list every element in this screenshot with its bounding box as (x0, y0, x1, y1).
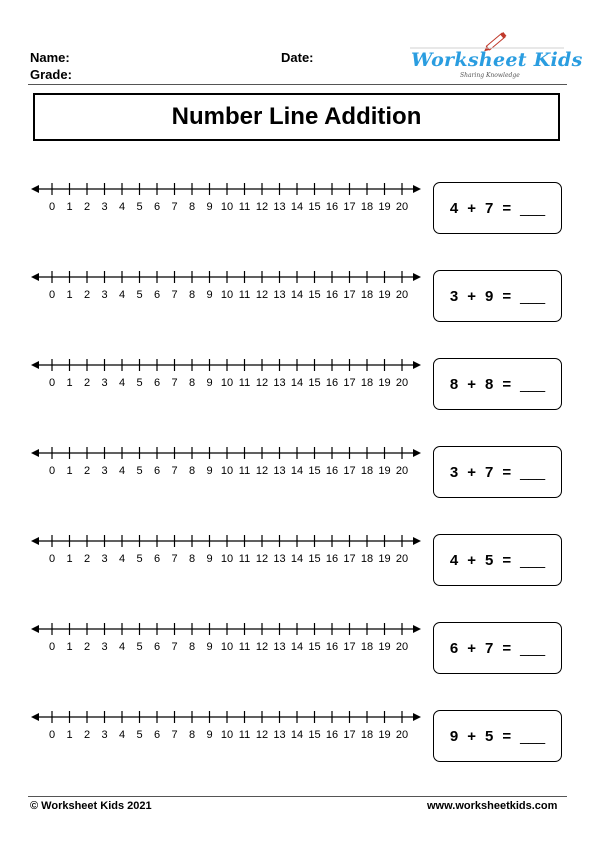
tick-label: 9 (206, 201, 213, 213)
operator: + (467, 287, 476, 305)
right-arrow-icon (413, 185, 421, 193)
number-line (30, 444, 424, 484)
answer-blank[interactable]: ___ (520, 551, 546, 569)
equation-box (433, 182, 562, 234)
tick-label: 2 (83, 729, 91, 741)
tick-label: 1 (66, 377, 73, 389)
tick-label: 12 (255, 465, 269, 477)
tick-label: 11 (238, 553, 251, 565)
tick-label: 20 (395, 465, 409, 477)
tick-label: 18 (360, 377, 374, 389)
tick-label: 7 (171, 289, 178, 301)
tick-label: 11 (238, 289, 251, 301)
tick-label: 1 (66, 729, 73, 741)
tick-label: 8 (188, 465, 196, 477)
equals-sign: = (502, 551, 512, 569)
tick-label: 11 (238, 377, 251, 389)
tick-label: 12 (255, 729, 269, 741)
tick-label: 4 (118, 641, 126, 653)
tick-label: 9 (206, 377, 213, 389)
tick-label: 15 (308, 465, 321, 477)
tick-label: 18 (360, 729, 374, 741)
tick-label: 3 (101, 729, 108, 741)
tick-label: 3 (101, 377, 108, 389)
tick-label: 6 (153, 201, 161, 213)
problem-row (0, 268, 595, 328)
answer-blank[interactable]: ___ (520, 287, 546, 305)
tick-label: 2 (83, 289, 91, 301)
tick-label: 8 (188, 729, 196, 741)
tick-label: 10 (220, 201, 234, 213)
tick-label: 7 (171, 729, 178, 741)
tick-label: 13 (273, 641, 286, 653)
addend-a: 9 (449, 727, 459, 745)
operator: + (467, 551, 476, 569)
tick-label: 5 (136, 201, 143, 213)
tick-label: 8 (188, 201, 196, 213)
tick-label: 15 (308, 641, 321, 653)
addend-a: 8 (449, 375, 459, 393)
tick-label: 1 (66, 465, 73, 477)
tick-label: 0 (48, 201, 56, 213)
equals-sign: = (502, 375, 512, 393)
answer-blank[interactable]: ___ (520, 639, 546, 657)
equation-box (433, 534, 562, 586)
tick-label: 20 (395, 641, 409, 653)
tick-label: 2 (83, 553, 91, 565)
tick-label: 0 (48, 729, 56, 741)
tick-label: 16 (325, 729, 339, 741)
addend-a: 3 (449, 463, 459, 481)
equation-box (433, 710, 562, 762)
tick-label: 4 (118, 289, 126, 301)
tick-label: 2 (83, 641, 91, 653)
left-arrow-icon (31, 273, 39, 281)
tick-label: 9 (206, 289, 213, 301)
tick-label: 5 (136, 729, 143, 741)
tick-label: 6 (153, 289, 161, 301)
addend-a: 4 (449, 551, 459, 569)
tick-label: 4 (118, 465, 126, 477)
tick-label: 13 (273, 553, 286, 565)
tick-label: 3 (101, 289, 108, 301)
tick-label: 20 (395, 289, 409, 301)
problem-row (0, 532, 595, 592)
problem-row (0, 356, 595, 416)
answer-blank[interactable]: ___ (520, 375, 546, 393)
tick-label: 7 (171, 641, 178, 653)
problem-row (0, 180, 595, 240)
equals-sign: = (502, 287, 512, 305)
tick-label: 7 (171, 377, 178, 389)
tick-label: 3 (101, 465, 108, 477)
operator: + (467, 727, 476, 745)
addend-b: 7 (484, 199, 494, 217)
tick-label: 13 (273, 289, 286, 301)
tick-label: 13 (273, 465, 286, 477)
tick-label: 0 (48, 553, 56, 565)
tick-label: 5 (136, 377, 143, 389)
tick-label: 0 (48, 377, 56, 389)
tick-label: 8 (188, 553, 196, 565)
right-arrow-icon (413, 625, 421, 633)
tick-label: 11 (238, 729, 251, 741)
tick-label: 14 (290, 289, 304, 301)
tick-label: 6 (153, 641, 161, 653)
left-arrow-icon (31, 625, 39, 633)
tick-label: 15 (308, 201, 321, 213)
tick-label: 5 (136, 289, 143, 301)
title-box (33, 93, 560, 141)
tick-label: 6 (153, 465, 161, 477)
right-arrow-icon (413, 273, 421, 281)
number-line (30, 180, 424, 220)
tick-label: 14 (290, 201, 304, 213)
tick-label: 17 (343, 289, 356, 301)
footer-copyright: © Worksheet Kids 2021 (30, 800, 152, 812)
addend-b: 5 (484, 551, 494, 569)
left-arrow-icon (31, 713, 39, 721)
tick-label: 7 (171, 465, 178, 477)
tick-label: 14 (290, 729, 304, 741)
number-line (30, 532, 424, 572)
answer-blank[interactable]: ___ (520, 463, 546, 481)
footer-website: www.worksheetkids.com (427, 800, 558, 812)
tick-label: 12 (255, 201, 269, 213)
operator: + (467, 463, 476, 481)
operator: + (467, 199, 476, 217)
problem-row (0, 620, 595, 680)
tick-label: 5 (136, 465, 143, 477)
tick-label: 0 (48, 641, 56, 653)
tick-label: 10 (220, 553, 234, 565)
tick-label: 20 (395, 553, 409, 565)
left-arrow-icon (31, 185, 39, 193)
tick-label: 19 (378, 553, 391, 565)
tick-label: 4 (118, 201, 126, 213)
addend-a: 6 (449, 639, 459, 657)
tick-label: 18 (360, 641, 374, 653)
tick-label: 10 (220, 377, 234, 389)
tick-label: 7 (171, 553, 178, 565)
equals-sign: = (502, 639, 512, 657)
tick-label: 19 (378, 377, 391, 389)
right-arrow-icon (413, 449, 421, 457)
tick-label: 10 (220, 289, 234, 301)
equation-box (433, 446, 562, 498)
tick-label: 10 (220, 641, 234, 653)
equation-box (433, 622, 562, 674)
left-arrow-icon (31, 449, 39, 457)
tick-label: 8 (188, 641, 196, 653)
number-line (30, 620, 424, 660)
logo-tagline: Sharing Knowledge (460, 72, 520, 79)
tick-label: 3 (101, 201, 108, 213)
tick-label: 17 (343, 465, 356, 477)
addend-b: 9 (484, 287, 494, 305)
left-arrow-icon (31, 537, 39, 545)
equals-sign: = (502, 727, 512, 745)
tick-label: 1 (66, 641, 73, 653)
tick-label: 1 (66, 289, 73, 301)
name-label: Name: (30, 50, 70, 65)
addend-a: 3 (449, 287, 459, 305)
answer-blank[interactable]: ___ (520, 727, 546, 745)
tick-label: 4 (118, 377, 126, 389)
worksheet-kids-logo (408, 30, 583, 84)
answer-blank[interactable]: ___ (520, 199, 546, 217)
tick-label: 8 (188, 377, 196, 389)
tick-label: 13 (273, 201, 286, 213)
tick-label: 14 (290, 465, 304, 477)
problem-row (0, 444, 595, 504)
addend-b: 7 (484, 463, 494, 481)
grade-label: Grade: (30, 67, 72, 82)
tick-label: 8 (188, 289, 196, 301)
tick-label: 19 (378, 201, 391, 213)
tick-label: 20 (395, 201, 409, 213)
problem-row (0, 708, 595, 768)
tick-label: 16 (325, 377, 339, 389)
tick-label: 19 (378, 729, 391, 741)
right-arrow-icon (413, 713, 421, 721)
equation-box (433, 358, 562, 410)
tick-label: 6 (153, 377, 161, 389)
addend-b: 5 (484, 727, 494, 745)
equals-sign: = (502, 199, 512, 217)
tick-label: 15 (308, 289, 321, 301)
tick-label: 11 (238, 641, 251, 653)
tick-label: 18 (360, 553, 374, 565)
tick-label: 7 (171, 201, 178, 213)
tick-label: 16 (325, 465, 339, 477)
number-line (30, 708, 424, 748)
tick-label: 3 (101, 641, 108, 653)
tick-label: 9 (206, 729, 213, 741)
tick-label: 4 (118, 553, 126, 565)
tick-label: 5 (136, 641, 143, 653)
header-divider (28, 84, 567, 85)
tick-label: 12 (255, 641, 269, 653)
tick-label: 13 (273, 729, 286, 741)
footer-divider (28, 796, 567, 797)
tick-label: 17 (343, 729, 356, 741)
tick-label: 18 (360, 289, 374, 301)
tick-label: 10 (220, 729, 234, 741)
tick-label: 15 (308, 553, 321, 565)
tick-label: 4 (118, 729, 126, 741)
tick-label: 12 (255, 289, 269, 301)
addend-b: 8 (484, 375, 494, 393)
tick-label: 6 (153, 553, 161, 565)
tick-label: 2 (83, 377, 91, 389)
tick-label: 2 (83, 465, 91, 477)
equation-box (433, 270, 562, 322)
tick-label: 17 (343, 201, 356, 213)
tick-label: 15 (308, 377, 321, 389)
date-label: Date: (281, 50, 314, 65)
tick-label: 18 (360, 465, 374, 477)
tick-label: 1 (66, 201, 73, 213)
tick-label: 5 (136, 553, 143, 565)
page-title: Number Line Addition (171, 103, 422, 130)
tick-label: 14 (290, 641, 304, 653)
tick-label: 10 (220, 465, 234, 477)
addend-a: 4 (449, 199, 459, 217)
tick-label: 20 (395, 377, 409, 389)
tick-label: 17 (343, 641, 356, 653)
addend-b: 7 (484, 639, 494, 657)
tick-label: 18 (360, 201, 374, 213)
tick-label: 12 (255, 553, 269, 565)
tick-label: 19 (378, 289, 391, 301)
right-arrow-icon (413, 361, 421, 369)
left-arrow-icon (31, 361, 39, 369)
tick-label: 14 (290, 553, 304, 565)
tick-label: 13 (273, 377, 286, 389)
tick-label: 2 (83, 201, 91, 213)
right-arrow-icon (413, 537, 421, 545)
tick-label: 14 (290, 377, 304, 389)
tick-label: 0 (48, 465, 56, 477)
tick-label: 16 (325, 289, 339, 301)
logo-text: Worksheet Kids (411, 49, 583, 71)
tick-label: 0 (48, 289, 56, 301)
tick-label: 15 (308, 729, 321, 741)
tick-label: 16 (325, 641, 339, 653)
tick-label: 11 (238, 465, 251, 477)
tick-label: 3 (101, 553, 108, 565)
tick-label: 9 (206, 553, 213, 565)
tick-label: 1 (66, 553, 73, 565)
tick-label: 19 (378, 465, 391, 477)
equals-sign: = (502, 463, 512, 481)
operator: + (467, 375, 476, 393)
number-line (30, 356, 424, 396)
tick-label: 9 (206, 641, 213, 653)
tick-label: 19 (378, 641, 391, 653)
tick-label: 17 (343, 377, 356, 389)
tick-label: 16 (325, 201, 339, 213)
tick-label: 17 (343, 553, 356, 565)
tick-label: 12 (255, 377, 269, 389)
tick-label: 20 (395, 729, 409, 741)
tick-label: 16 (325, 553, 339, 565)
operator: + (467, 639, 476, 657)
tick-label: 6 (153, 729, 161, 741)
tick-label: 9 (206, 465, 213, 477)
number-line (30, 268, 424, 308)
tick-label: 11 (238, 201, 251, 213)
